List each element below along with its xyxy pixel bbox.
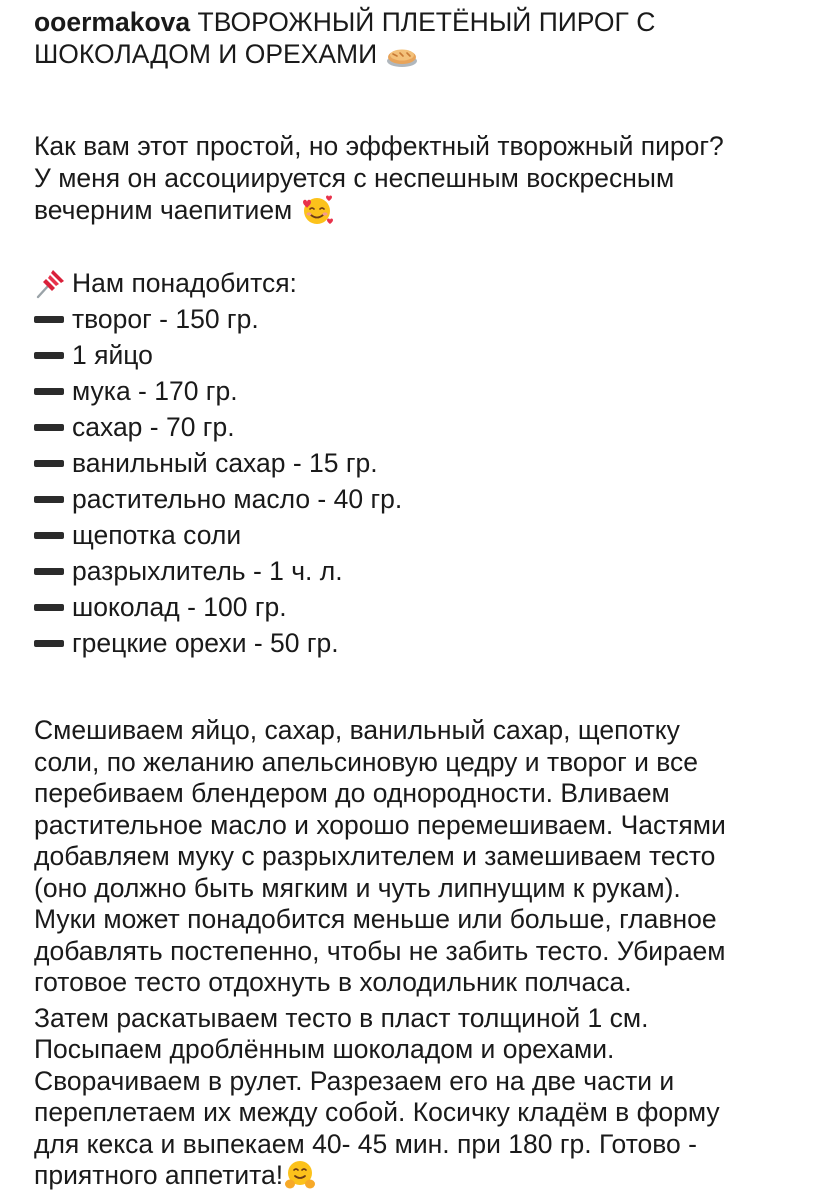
paragraph-line: переплетаем их между собой. Косичку кладём в форму — [34, 1097, 720, 1127]
intro-line-1: Как вам этот простой, но эффектный творожный пирог? — [34, 131, 724, 161]
dash-icon — [34, 460, 64, 467]
pie-icon — [385, 37, 419, 71]
paragraph-line: Сворачиваем в рулет. Разрезаем его на две части и — [34, 1065, 675, 1096]
list-item — [34, 301, 808, 337]
caption-title-line-2 — [34, 38, 808, 73]
ingredient-text: сахар - 70 гр. — [72, 412, 235, 442]
ingredient-text: творог - 150 гр. — [72, 304, 259, 334]
dash-icon — [34, 568, 64, 575]
paragraph-line: готовое тесто отдохнуть в холодильник полчаса. — [34, 967, 632, 997]
list-item — [34, 517, 808, 553]
paragraph-line: добавлять постепенно, чтобы не забить тесто. Убираем — [34, 935, 726, 966]
intro-line-3-text: вечерним чаепитием — [34, 195, 300, 225]
ingredient-text: растительно масло - 40 гр. — [72, 484, 403, 514]
paragraph-line: перебиваем блендером до однородности. Вливаем — [34, 778, 670, 808]
ingredient-text: грецкие орехи - 50 гр. — [72, 628, 339, 658]
list-item — [34, 481, 808, 517]
pushpin-icon — [34, 266, 68, 300]
post-title-part-2: ШОКОЛАДОМ И ОРЕХАМИ — [34, 39, 385, 69]
paragraph-line: для кекса и выпекаем 40- 45 мин. при 180 гр. Готово - — [34, 1128, 697, 1159]
list-item — [34, 409, 808, 445]
dash-icon — [34, 496, 64, 503]
dash-icon — [34, 604, 64, 611]
ingredient-text: шоколад - 100 гр. — [72, 592, 287, 622]
paragraph-line: растительное масло и хорошо перемешиваем. Частями — [34, 809, 726, 840]
ingredients-heading-text: Нам понадобится: — [72, 268, 297, 298]
closing-text: приятного аппетита! — [34, 1160, 284, 1190]
ingredients-heading — [34, 265, 808, 301]
post-title-part-1: ТВОРОЖНЫЙ ПЛЕТЁНЫЙ ПИРОГ С — [190, 7, 656, 37]
paragraph-line: Смешиваем яйцо, сахар, ванильный сахар, щепотку — [34, 715, 680, 745]
paragraph-line: добавляем муку с разрыхлителем и замешиваем тесто — [34, 841, 716, 871]
dash-icon — [34, 424, 64, 431]
smiling-face-with-hearts-icon — [300, 193, 334, 227]
list-item — [34, 553, 808, 589]
paragraph-line: Затем раскатываем тесто в пласт толщиной 1 см. — [34, 1002, 649, 1033]
dash-icon — [34, 532, 64, 539]
intro-line-3 — [34, 194, 808, 229]
ingredients-list — [34, 301, 808, 661]
ingredient-text: ванильный сахар - 15 гр. — [72, 448, 378, 478]
ingredient-text: 1 яйцо — [72, 340, 153, 370]
dash-icon — [34, 352, 64, 359]
intro-line-2: У меня он ассоциируется с неспешным воскресным — [34, 163, 675, 193]
ingredient-text: разрыхлитель - 1 ч. л. — [72, 556, 343, 586]
hugging-face-icon — [283, 1158, 317, 1192]
ingredient-text: мука - 170 гр. — [72, 376, 238, 406]
paragraph-line: Посыпаем дроблённым шоколадом и орехами. — [34, 1034, 615, 1064]
instructions-step-1 — [34, 715, 808, 999]
dash-icon — [34, 316, 64, 323]
ingredient-text: щепотка соли — [72, 520, 242, 550]
list-item — [34, 445, 808, 481]
paragraph-line: соли, по желанию апельсиновую цедру и творог и все — [34, 746, 699, 777]
list-item — [34, 373, 808, 409]
paragraph-line: Муки может понадобится меньше или больше, главное — [34, 904, 717, 934]
paragraph-line: (оно должно быть мягким и чуть липнущим к рукам). — [34, 872, 681, 903]
dash-icon — [34, 388, 64, 395]
list-item — [34, 625, 808, 661]
caption-title-line-1 — [34, 6, 808, 38]
paragraph-line-last — [34, 1160, 808, 1192]
instructions-step-2 — [34, 1003, 808, 1192]
list-item — [34, 589, 808, 625]
username-link[interactable]: ooermakova — [34, 7, 191, 37]
list-item — [34, 337, 808, 373]
dash-icon — [34, 640, 64, 647]
